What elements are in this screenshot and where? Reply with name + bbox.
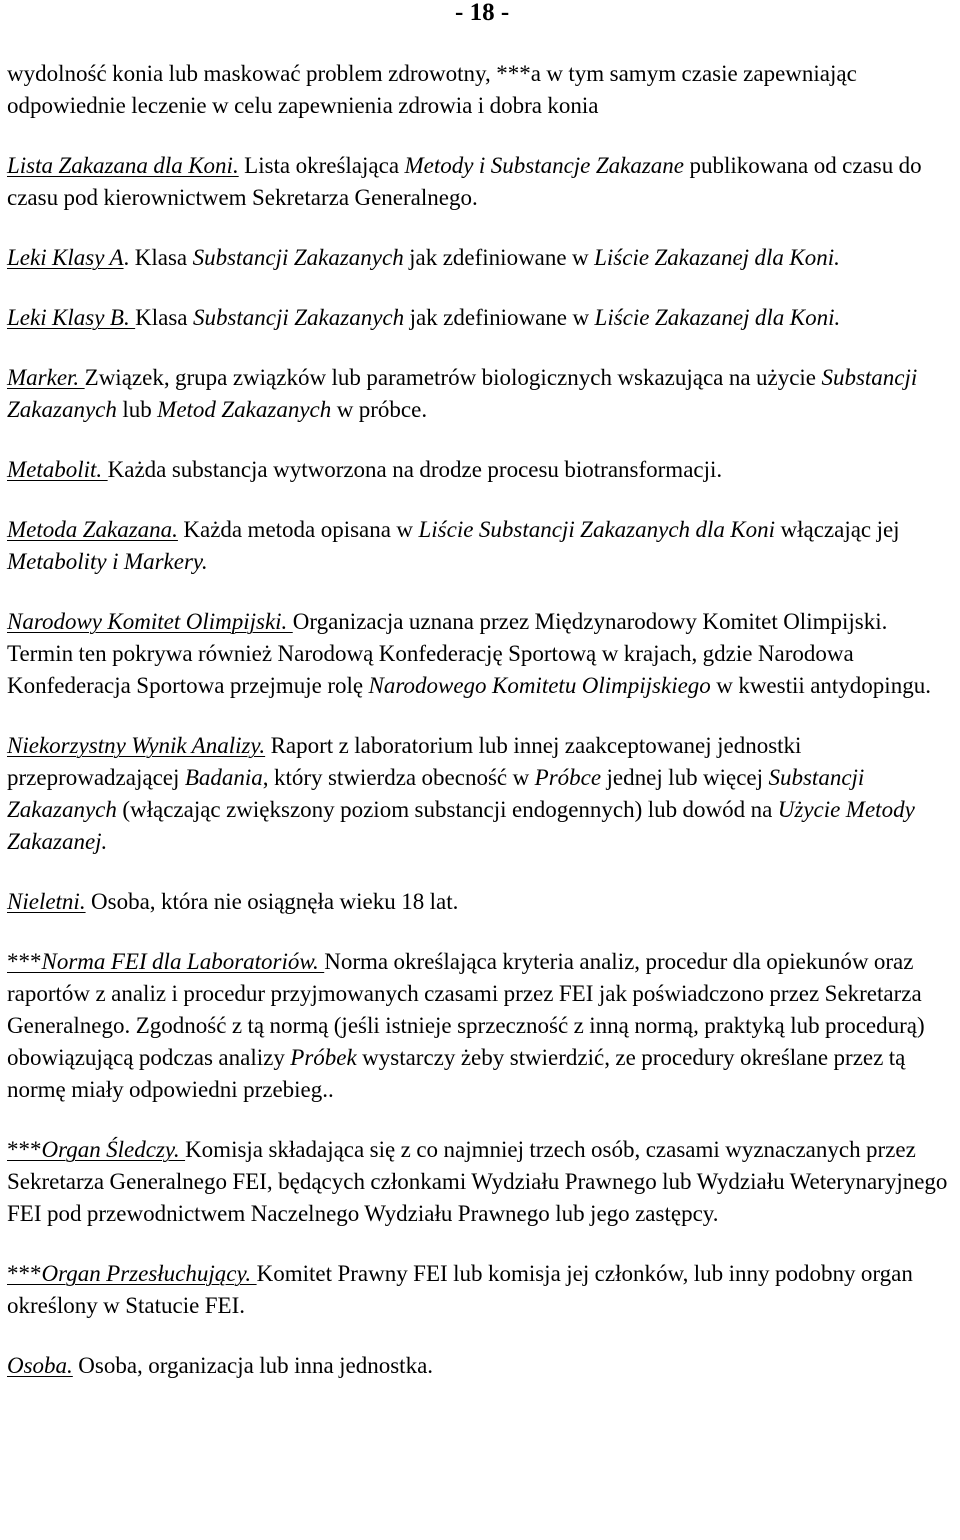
definition-text: Metod Zakazanych xyxy=(157,397,332,422)
definition-text: Substancji Zakazanych xyxy=(192,305,405,330)
definition-term: Nieletni. xyxy=(7,889,86,914)
definition-term: Norma FEI dla Laboratoriów. xyxy=(41,949,325,974)
definition-term: Organ Przesłuchujący. xyxy=(41,1261,257,1286)
definition-text: jednej lub więcej xyxy=(601,765,769,790)
definition-text: w kwestii antydopingu. xyxy=(710,673,931,698)
definition-lista-zakazana xyxy=(7,150,955,214)
definition-text: Związek, grupa związków lub parametrów biologicznych wskazująca na użycie xyxy=(84,365,822,390)
definition-text: Substancji Zakazanych xyxy=(7,765,865,822)
definition-text: Liście Zakazanej dla Koni. xyxy=(594,305,841,330)
definition-text: Narodowego Komitetu Olimpijskiego xyxy=(368,673,711,698)
definition-term: *** xyxy=(7,1261,42,1286)
definition-osoba xyxy=(7,1350,955,1382)
definition-term: *** xyxy=(7,949,42,974)
definition-term: Metoda Zakazana. xyxy=(7,517,178,542)
definition-term: Metabolit. xyxy=(7,457,108,482)
definition-term: Osoba. xyxy=(7,1353,73,1378)
definition-text: Liście Substancji Zakazanych dla Koni xyxy=(418,517,776,542)
paragraph-intro xyxy=(7,58,955,122)
definition-leki-klasy-b xyxy=(7,302,955,334)
definition-text: w próbce. xyxy=(331,397,428,422)
definition-text: Osoba, organizacja lub inna jednostka. xyxy=(72,1353,434,1378)
definition-text: Metody i Substancje Zakazane xyxy=(404,153,684,178)
definition-term: Narodowy Komitet Olimpijski. xyxy=(7,609,293,634)
document-body xyxy=(7,58,955,1382)
definition-term: Leki Klasy A xyxy=(7,245,124,270)
definition-metabolit xyxy=(7,454,955,486)
definition-text: Każda metoda opisana w xyxy=(177,517,419,542)
definition-text: . Klasa xyxy=(123,245,193,270)
definition-text: Liście Zakazanej dla Koni. xyxy=(594,245,840,270)
definition-text: jak zdefiniowane w xyxy=(404,305,595,330)
definition-text: Raport z laboratorium lub innej zaakceptowanej jednostki przeprowadzającej xyxy=(7,733,802,790)
definition-term: Leki Klasy B. xyxy=(7,305,136,330)
definition-text: Każda substancja wytworzona na drodze procesu biotransformacji. xyxy=(107,457,723,482)
definition-niekorzystny-wynik xyxy=(7,730,955,858)
definition-organ-przesluchujacy xyxy=(7,1258,955,1322)
definition-text: Metabolity i Markery. xyxy=(7,549,208,574)
definition-term: Organ Śledczy. xyxy=(41,1137,186,1162)
definition-metoda-zakazana xyxy=(7,514,955,578)
definition-text: włączając jej xyxy=(775,517,900,542)
definition-text: Norma określająca kryteria analiz, procedur dla opiekunów oraz raportów z analiz i procedur przyjmowanych czasami przez FEI jak poświadczono przez Sekretarza Generalnego. Zgodność z tą normą (jeśli istnieje sprzeczność z inną normą, praktyką lub procedurą) obowiązującą podczas analizy xyxy=(7,949,925,1070)
definition-text: lub xyxy=(116,397,158,422)
definition-term: *** xyxy=(7,1137,42,1162)
definition-text: Klasa xyxy=(135,305,193,330)
definition-text: Substancji Zakazanych xyxy=(192,245,404,270)
definition-nieletni xyxy=(7,886,955,918)
definition-term: Marker. xyxy=(7,365,85,390)
definition-organ-sledczy xyxy=(7,1134,955,1230)
definition-text: Próbek xyxy=(290,1045,357,1070)
definition-norma-fei xyxy=(7,946,955,1106)
page-number: - 18 - xyxy=(455,0,510,26)
definition-text: jak zdefiniowane w xyxy=(403,245,595,270)
definition-text: Badania xyxy=(184,765,263,790)
definition-text: (włączając zwiększony poziom substancji endogennych) lub dowód na xyxy=(116,797,778,822)
definition-text: Komitet Prawny FEI lub komisja jej członków, lub inny podobny organ określony w Statucie FEI. xyxy=(7,1261,913,1318)
definition-narodowy-komitet xyxy=(7,606,955,702)
definition-term: Lista Zakazana dla Koni. xyxy=(7,153,239,178)
definition-text: wystarczy żeby stwierdzić, ze procedury określane przez tą normę miały odpowiedni przebieg.. xyxy=(7,1045,906,1102)
definition-text: Lista określająca xyxy=(238,153,405,178)
definition-leki-klasy-a xyxy=(7,242,955,274)
definition-text: publikowana od czasu do czasu pod kierownictwem Sekretarza Generalnego. xyxy=(7,153,922,210)
definition-term: Niekorzystny Wynik Analizy. xyxy=(7,733,266,758)
definition-text: Użycie Metody Zakazanej. xyxy=(7,797,915,854)
definition-text: Organizacja uznana przez Międzynarodowy Komitet Olimpijski. Termin ten pokrywa również Narodową Konfederację Sportową w krajach, gdzie Narodowa Konfederacja Sportowa przejmuje rolę xyxy=(7,609,888,698)
definition-text: , który stwierdza obecność w xyxy=(262,765,535,790)
definition-text: Substancji Zakazanych xyxy=(7,365,918,422)
definition-marker xyxy=(7,362,955,426)
definition-text: Osoba, która nie osiągnęła wieku 18 lat. xyxy=(85,889,459,914)
definition-text: Komisja składająca się z co najmniej trzech osób, czasami wyznaczanych przez Sekretarza Generalnego FEI, będących członkami Wydziału Prawnego lub Wydziału Weterynaryjnego FEI pod przewodnictwem Naczelnego Wydziału Prawnego lub jego zastępcy. xyxy=(7,1137,948,1226)
definition-text: wydolność konia lub maskować problem zdrowotny, ***a w tym samym czasie zapewniając odpowiednie leczenie w celu zapewnienia zdrowia i dobra konia xyxy=(7,61,857,118)
definition-text: Próbce xyxy=(534,765,602,790)
